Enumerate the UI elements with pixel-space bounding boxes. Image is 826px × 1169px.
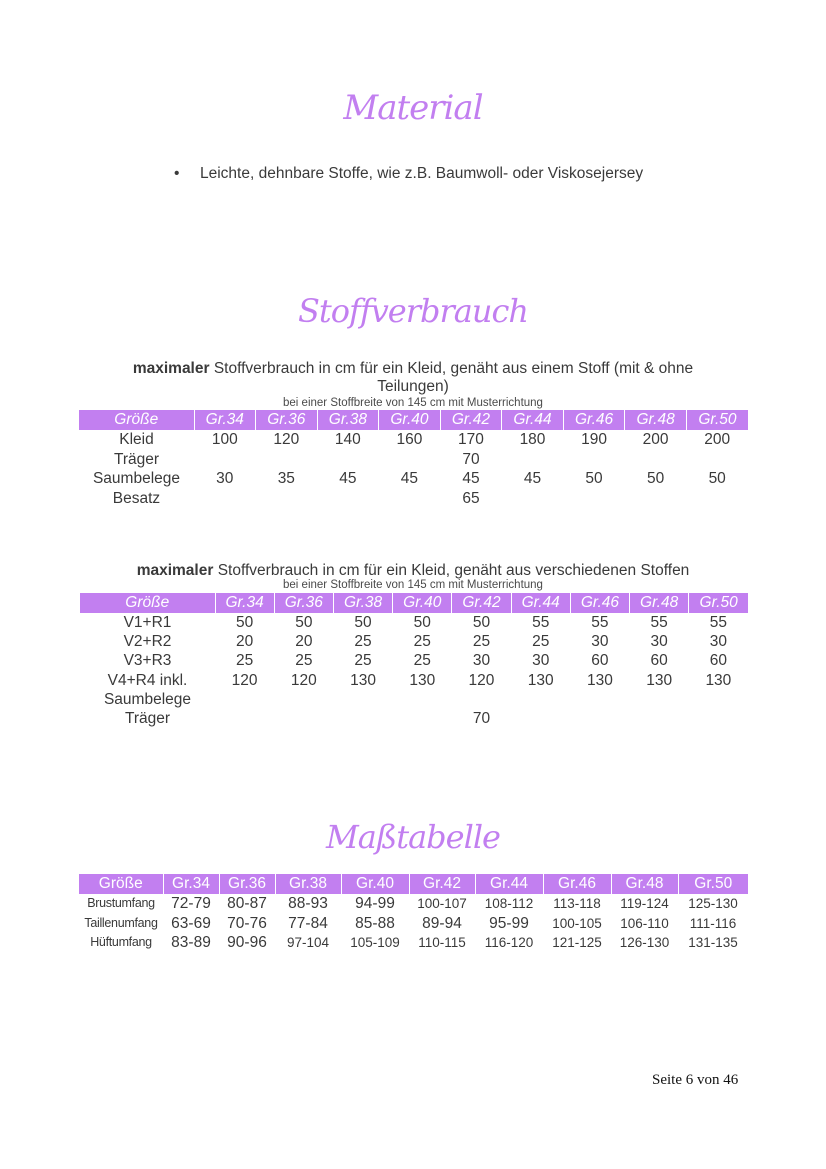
table2-caption-bold: maximaler [136,562,214,579]
table-cell: 130 [586,671,613,689]
table-row [79,489,748,509]
table-cell: 45 [339,470,357,487]
table-cell: 50 [646,470,665,487]
table-row [80,613,748,632]
table-cell [393,709,452,728]
stoffverbrauch-heading: Stoffverbrauch [297,292,529,330]
header-cell-gr34: Gr.34 [163,874,219,894]
table-cell: 125-130 [688,896,738,911]
table-cell: 83-89 [171,934,211,951]
table-cell: 50 [235,614,254,631]
table-cell: 55 [591,614,609,631]
header-cell-gr48: Gr.48 [630,593,689,613]
table-cell [502,450,564,470]
row-label-cell: Brustumfang [87,896,155,910]
header-cell-gr42: Gr.42 [452,593,511,613]
header-cell-gr50: Gr.50 [686,410,748,430]
table2-caption-text: Stoffverbrauch in cm für ein Kleid, genäht aus verschiedenen Stoffen [213,562,690,579]
table-cell [689,709,748,728]
header-cell-gr50: Gr.50 [689,593,748,613]
header-cell-gr44: Gr.44 [502,410,564,430]
table-cell: 200 [704,431,731,448]
header-cell-gr46: Gr.46 [543,874,611,894]
table-cell: 30 [591,633,609,651]
table-cell: 85-88 [355,914,395,932]
material-heading: Material [343,88,483,128]
header-cell-gr42: Gr.42 [409,874,475,894]
table-row [79,430,748,450]
table-cell [194,489,256,509]
table-cell: 25 [354,633,372,651]
header-cell-gr40: Gr.40 [379,410,441,430]
row-label-cell: Saumbelege [92,470,181,487]
table-cell: 50 [413,614,431,631]
table-cell: 60 [709,652,727,670]
table-cell [686,489,748,509]
table1-caption [100,360,726,396]
table-cell [502,489,564,509]
row-label-cell: Träger [113,450,160,468]
fabric-table-single [79,410,748,508]
table-cell: 63-69 [171,914,211,932]
table-cell: 130 [350,671,376,689]
header-cell-gr44: Gr.44 [511,593,570,613]
table-cell [274,709,333,728]
table-row [80,632,748,651]
table-cell: 116-120 [484,935,534,950]
table-cell: 25 [472,633,491,651]
table-cell: 100-107 [417,896,467,911]
material-bullet-text: Leichte, dehnbare Stoffe, wie z.B. Baumwoll- oder Viskosejersey [200,165,644,182]
table-cell: 170 [458,431,484,448]
table-cell [452,690,511,709]
row-label-cell: V1+R1 [123,614,172,631]
table-cell: 120 [231,671,258,689]
table-cell: 70 [472,710,491,728]
header-cell-gr44: Gr.44 [475,874,543,894]
table-row [79,914,748,934]
table-cell [625,450,687,470]
table-row [79,450,748,470]
header-cell-gr50: Gr.50 [678,874,748,894]
table-cell: 121-125 [552,935,602,950]
table-cell: 100-105 [552,915,602,931]
table-cell [570,690,629,709]
table-cell [563,450,625,470]
table-cell: 160 [396,431,423,448]
table-cell: 25 [354,652,372,670]
header-cell-gr36: Gr.36 [256,410,318,430]
table-cell [689,690,748,709]
header-cell-size-label: Größe [80,593,215,613]
table2-subcaption: bei einer Stoffbreite von 145 cm mit Musterrichtung [283,579,543,591]
table-cell [274,690,333,709]
table-cell: 126-130 [619,935,670,950]
table-cell [333,709,392,728]
header-cell-gr46: Gr.46 [563,410,625,430]
row-label-cell: V4+R4 inkl. [107,671,188,689]
table-cell: 110-115 [418,935,466,950]
table-cell: 25 [413,633,431,651]
table-row [80,651,748,670]
table-cell: 60 [591,652,609,670]
table-cell [393,690,452,709]
table-cell: 30 [216,470,234,487]
table-cell: 105-109 [350,935,400,950]
header-cell-gr36: Gr.36 [274,593,333,613]
table-cell: 111-116 [689,915,737,931]
table-cell: 97-104 [286,935,330,950]
table-cell: 50 [708,470,726,487]
table-cell: 55 [532,614,550,631]
table-cell [256,450,318,470]
bullet-symbol: • [174,165,180,182]
header-cell-gr34: Gr.34 [194,410,256,430]
table-cell: 90-96 [227,934,267,951]
table-cell: 25 [295,652,313,670]
table-cell: 180 [519,431,546,448]
table-cell: 89-94 [422,914,462,932]
table-cell [215,709,274,728]
table-cell: 30 [650,633,668,651]
table-cell: 55 [709,614,727,631]
table-row [79,894,748,914]
table-cell: 35 [277,470,295,487]
table-cell: 60 [650,652,668,670]
header-cell-gr34: Gr.34 [215,593,274,613]
size-chart-table [79,874,748,953]
row-label-cell: Hüftumfang [90,935,152,949]
table-cell [379,489,441,509]
table-cell: 106-110 [620,915,669,931]
table-cell: 50 [354,614,372,631]
table-cell: 72-79 [171,895,211,912]
table-cell [630,709,689,728]
table2-caption [0,562,826,580]
table-cell: 77-84 [288,914,328,932]
table-header-row [79,410,748,430]
table-row [79,469,748,489]
table-cell: 113-118 [553,896,601,911]
row-label-cell: Kleid [119,431,154,448]
table-cell [630,690,689,709]
table-cell [194,450,256,470]
header-cell-gr38: Gr.38 [333,593,392,613]
table1-caption-text: Stoffverbrauch in cm für ein Kleid, genäht aus einem Stoff (mit & ohne Teilungen) [209,360,694,395]
table-cell: 45 [462,470,480,487]
table-cell: 50 [585,470,603,487]
table-cell: 130 [646,671,673,689]
table-header-row [79,874,748,894]
table-cell: 100 [211,431,238,448]
table-cell [317,489,379,509]
table-cell: 130 [527,671,554,689]
header-cell-gr40: Gr.40 [341,874,409,894]
row-label-cell: Träger [124,710,171,728]
table-cell: 95-99 [489,914,529,932]
row-label-cell: V2+R2 [123,633,172,651]
table-cell: 20 [295,633,313,651]
table-cell: 45 [523,470,542,487]
table-cell: 30 [532,652,550,670]
material-bullet-item [174,165,643,183]
table-cell [570,709,629,728]
page-number: Seite 6 von 46 [652,1072,739,1088]
table-cell: 120 [273,431,300,448]
table-cell: 50 [472,614,491,631]
table-cell: 70-76 [227,914,267,932]
header-cell-gr48: Gr.48 [611,874,678,894]
table-cell: 25 [532,633,550,651]
table-cell: 88-93 [288,895,328,912]
table1-caption-bold: maximaler [132,360,210,377]
header-cell-size-label: Größe [79,874,163,894]
table-cell: 130 [705,671,732,689]
row-label-cell: Taillenumfang [84,915,158,930]
table-cell: 94-99 [355,895,395,912]
header-cell-gr38: Gr.38 [275,874,341,894]
row-label-cell: Saumbelege [103,690,192,708]
table-cell: 20 [235,633,254,651]
table-cell: 190 [581,431,607,448]
table-cell [379,450,441,470]
table-cell: 108-112 [484,896,534,911]
table-cell [511,709,570,728]
header-cell-gr40: Gr.40 [393,593,452,613]
table-cell [333,690,392,709]
table-cell: 25 [235,652,254,670]
header-cell-gr42: Gr.42 [440,410,502,430]
table-cell: 119-124 [620,896,669,911]
masstabelle-heading: Maßtabelle [326,818,500,856]
table-cell [625,489,687,509]
table-cell: 45 [400,470,419,487]
table-cell: 30 [709,633,727,651]
table-cell: 140 [334,431,361,448]
table-cell [215,690,274,709]
table-cell: 65 [462,489,480,507]
table-cell [563,489,625,509]
table-row [79,933,748,953]
table-row [80,671,748,690]
header-cell-gr46: Gr.46 [570,593,629,613]
table-header-row [80,593,748,613]
header-cell-size-label: Größe [79,410,194,430]
header-cell-gr36: Gr.36 [219,874,275,894]
table-cell: 55 [650,614,668,631]
table-row [80,690,748,709]
row-label-cell: V3+R3 [123,652,172,670]
table-cell: 50 [295,614,313,631]
table1-subcaption: bei einer Stoffbreite von 145 cm mit Musterrichtung [283,397,543,409]
table-cell: 120 [290,671,317,689]
table-cell: 200 [642,431,669,448]
header-cell-gr38: Gr.38 [317,410,379,430]
table-cell: 30 [472,652,491,670]
table-cell: 80-87 [227,895,267,912]
table-cell [511,690,570,709]
table-cell [256,489,318,509]
table-cell [317,450,379,470]
table-cell: 131-135 [688,935,738,950]
row-label-cell: Besatz [112,489,161,507]
table-cell: 130 [409,671,436,689]
table-row [80,709,748,728]
table-cell [686,450,748,470]
table-cell: 25 [413,652,431,670]
fabric-table-multi [80,593,748,728]
table-cell: 70 [462,450,480,468]
header-cell-gr48: Gr.48 [625,410,687,430]
table-cell: 120 [468,671,495,689]
